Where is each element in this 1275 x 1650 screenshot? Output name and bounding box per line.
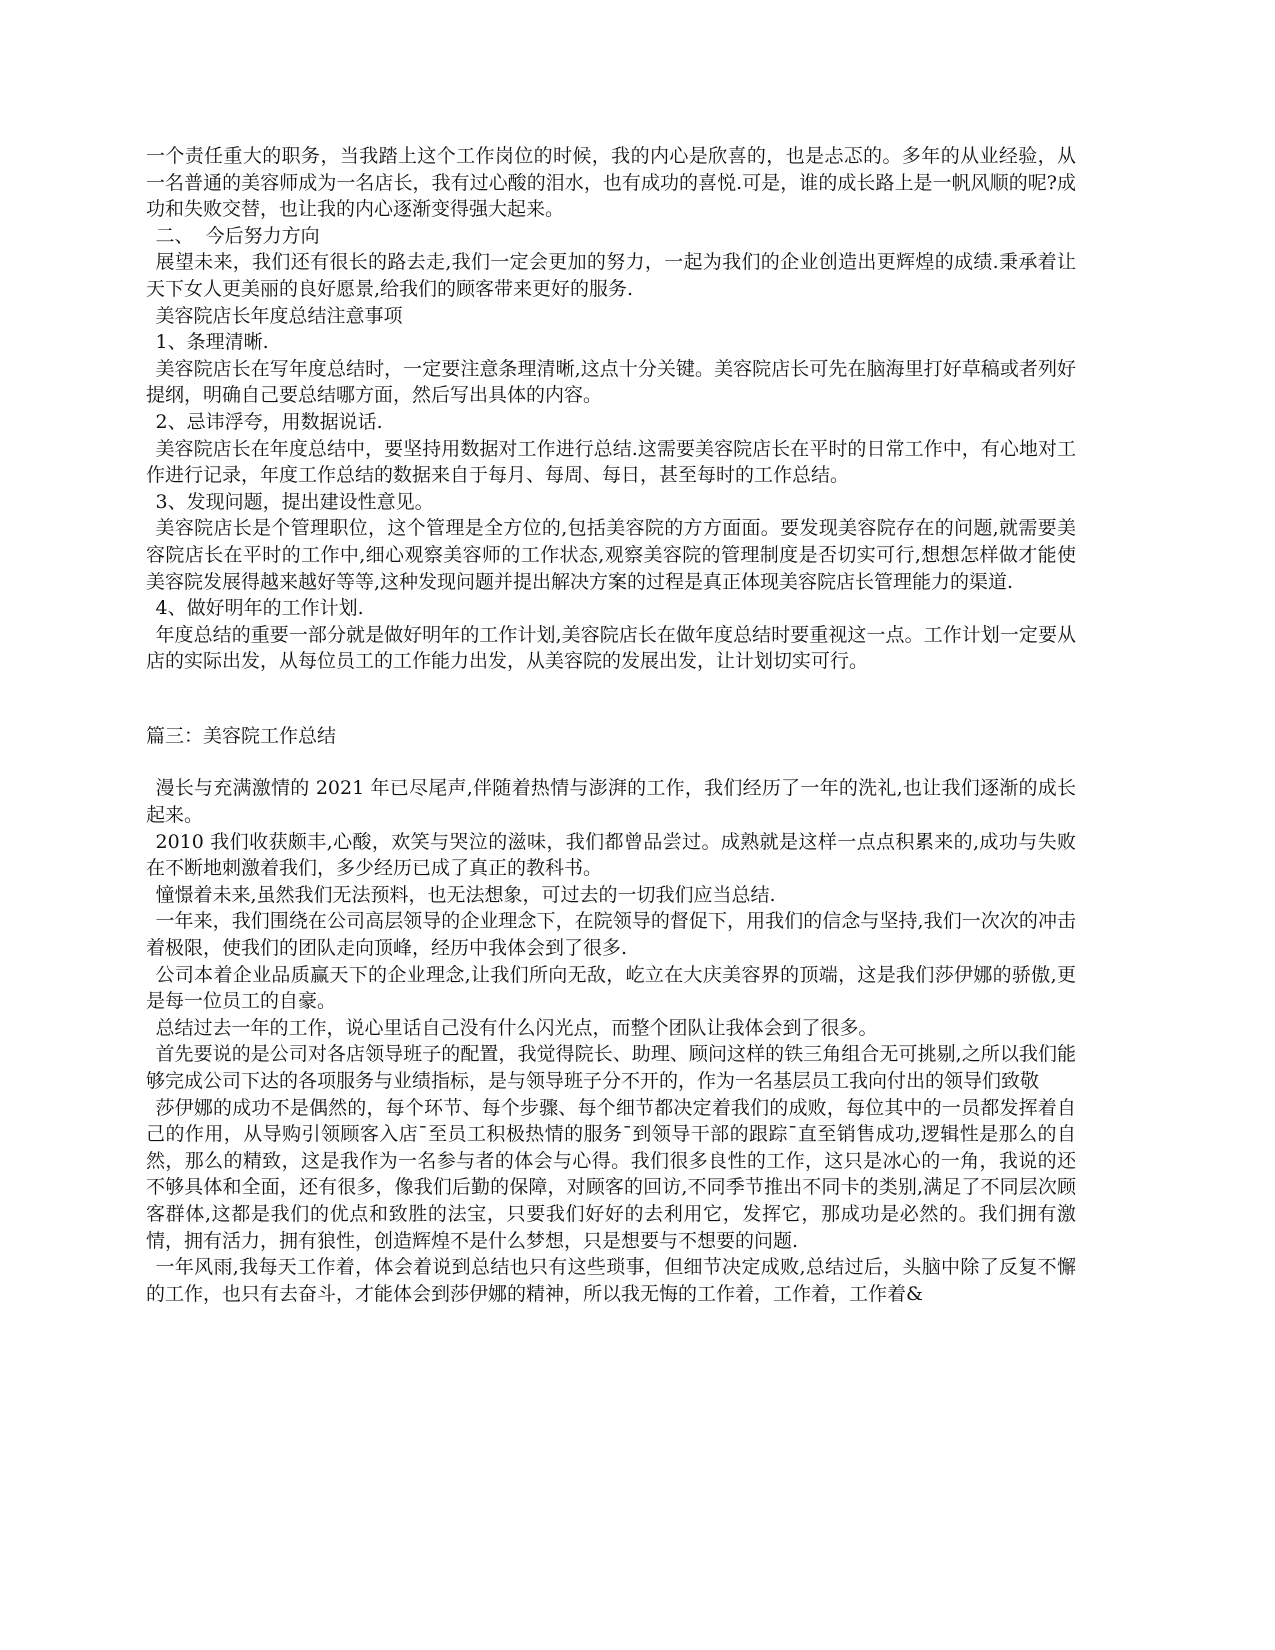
paragraph: 2010 我们收获颇丰,心酸，欢笑与哭泣的滋味，我们都曾品尝过。成熟就是这样一点点积累来的,成功与失败在不断地刺激着我们，多少经历已成了真正的教科书。 — [146, 830, 1076, 880]
note-3-body: 美容院店长是个管理职位，这个管理是全方位的,包括美容院的方方面面。要发现美容院存在的问题,就需要美容院店长在平时的工作中,细心观察美容师的工作状态,观察美容院的管理制度是否切实可行,想想怎样做才能使美容院发展得越来越好等等,这种发现问题并提出解决方案的过程是真正体现美容院店长管理能力的渠道. — [146, 517, 1076, 593]
paragraph-outlook: 展望未来，我们还有很长的路去走,我们一定会更加的努力，一起为我们的企业创造出更辉煌的成绩.秉承着让天下女人更美丽的良好愿景,给我们的顾客带来更好的服务. — [146, 251, 1076, 300]
note-3-title: 3、发现问题，提出建设性意见。 — [155, 490, 434, 513]
note-2-title: 2、忌讳浮夸，用数据说话. — [155, 410, 383, 433]
paragraph: 一年来，我们围绕在公司高层领导的企业理念下，在院领导的督促下，用我们的信念与坚持,我们一次次的冲击着极限，使我们的团队走向顶峰，经历中我体会到了很多. — [146, 910, 1076, 960]
paragraph: 首先要说的是公司对各店领导班子的配置，我觉得院长、助理、顾问这样的铁三角组合无可挑剔,之所以我们能够完成公司下达的各项服务与业绩指标，是与领导班子分不开的，作为一名基层员工我向付出的领导们致敬 — [146, 1043, 1076, 1092]
paragraph: 莎伊娜的成功不是偶然的，每个环节、每个步骤、每个细节都决定着我们的成败，每位其中的一员都发挥着自己的作用，从导购引领顾客入店¯至员工积极热情的服务¯到领导干部的跟踪¯直至销售成功,逻辑性是那么的自然，那么的精致，这是我作为一名参与者的体会与心得。我们很多良性的工作，这只是冰心的一角，我说的还不够具体和全面，还有很多，像我们后勤的保障，对顾客的回访,不同季节推出不同卡的类别,满足了不同层次顾客群体,这都是我们的优点和致胜的法宝，只要我们好好的去利用它，发挥它，那成功是必然的。我们拥有激情，拥有活力，拥有狼性，创造辉煌不是什么梦想，只是想要与不想要的问题. — [146, 1096, 1076, 1252]
note-2-body: 美容院店长在年度总结中，要坚持用数据对工作进行总结.这需要美容院店长在平时的日常工作中，有心地对工作进行记录，年度工作总结的数据来自于每月、每周、每日，甚至每时的工作总结。 — [146, 437, 1076, 487]
paragraph: 漫长与充满激情的 2021 年已尽尾声,伴随着热情与澎湃的工作，我们经历了一年的洗礼,也让我们逐渐的成长起来。 — [146, 777, 1076, 827]
paragraph-intro: 一个责任重大的职务，当我踏上这个工作岗位的时候，我的内心是欣喜的，也是忐忑的。多年的从业经验，从一名普通的美容师成为一名店长，我有过心酸的泪水，也有成功的喜悦.可是，谁的成长路上是一帆风顺的呢?成功和失败交替，也让我的内心逐渐变得强大起来。 — [146, 145, 1076, 221]
section-spacer — [146, 675, 1076, 723]
note-1-body: 美容院店长在写年度总结时，一定要注意条理清晰,这点十分关键。美容院店长可先在脑海里打好草稿或者列好提纲，明确自己要总结哪方面，然后写出具体的内容。 — [146, 357, 1076, 407]
paragraph: 憧憬着未来,虽然我们无法预料，也无法想象，可过去的一切我们应当总结. — [155, 883, 776, 906]
paragraph: 公司本着企业品质赢天下的企业理念,让我们所向无敌，屹立在大庆美容界的顶端，这是我们莎伊娜的骄傲,更是每一位员工的自豪。 — [146, 963, 1076, 1013]
paragraph: 总结过去一年的工作，说心里话自己没有什么闪光点，而整个团队让我体会到了很多。 — [155, 1016, 878, 1039]
document-page — [146, 143, 1076, 1307]
note-4-body: 年度总结的重要一部分就是做好明年的工作计划,美容院店长在做年度总结时要重视这一点。工作计划一定要从店的实际出发，从每位员工的工作能力出发，从美容院的发展出发，让计划切实可行。 — [146, 623, 1076, 673]
section-spacer — [146, 749, 1076, 775]
heading-future-direction: 二、 今后努力方向 — [155, 224, 320, 247]
note-4-title: 4、做好明年的工作计划. — [155, 597, 364, 620]
paragraph: 一年风雨,我每天工作着，体会着说到总结也只有这些琐事，但细节决定成败,总结过后，头脑中除了反复不懈的工作，也只有去奋斗，才能体会到莎伊娜的精神，所以我无悔的工作着，工作着，工作着& — [146, 1256, 1076, 1305]
heading-notes: 美容院店长年度总结注意事项 — [155, 304, 403, 327]
note-1-title: 1、条理清晰. — [155, 331, 269, 354]
section-title: 篇三：美容院工作总结 — [146, 724, 337, 747]
